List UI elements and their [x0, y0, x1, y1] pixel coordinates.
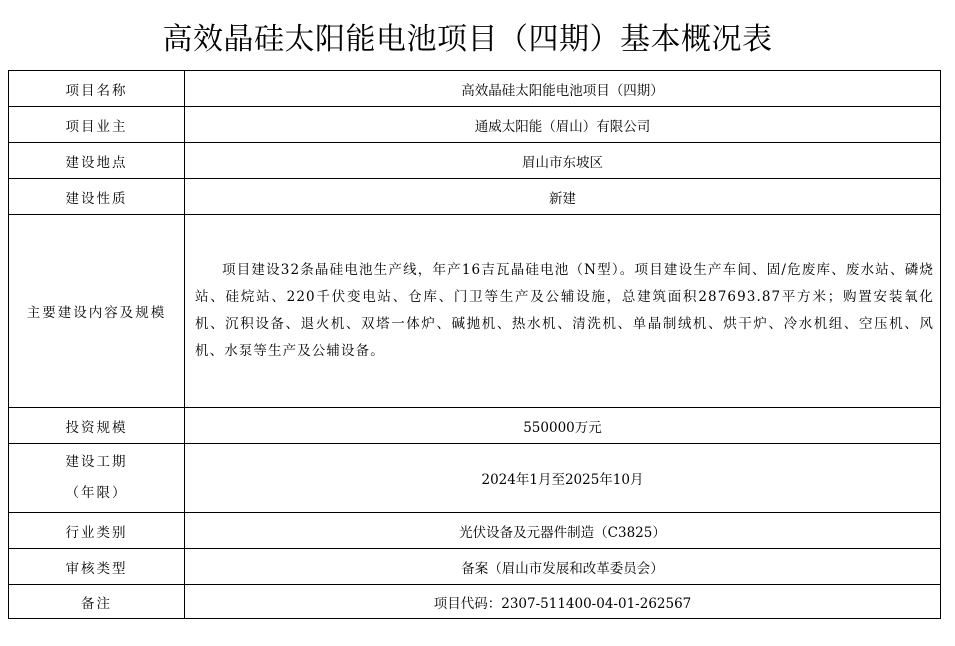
table-row-duration: [9, 444, 941, 513]
project-owner-label: 项目业主: [9, 107, 185, 143]
remark-label: 备注: [9, 585, 185, 619]
project-name-label: 项目名称: [9, 71, 185, 107]
scope-cell: [185, 215, 941, 408]
nature-value: 新建: [185, 179, 941, 215]
project-name-value: 高效晶硅太阳能电池项目（四期）: [185, 71, 941, 107]
location-label: 建设地点: [9, 143, 185, 179]
table-row-investment: [9, 408, 941, 444]
nature-label: 建设性质: [9, 179, 185, 215]
project-overview-table: [8, 70, 941, 619]
duration-label-line2: （年限）: [65, 485, 128, 501]
table-row-remark: [9, 585, 941, 619]
page-title: 高效晶硅太阳能电池项目（四期）基本概况表: [162, 22, 773, 57]
remark-value: 项目代码：2307-511400-04-01-262567: [185, 585, 941, 619]
project-owner-value: 通威太阳能（眉山）有限公司: [185, 107, 941, 143]
review-label: 审核类型: [9, 549, 185, 585]
duration-label: [9, 444, 185, 513]
industry-label: 行业类别: [9, 513, 185, 549]
review-value: 备案（眉山市发展和改革委员会）: [185, 549, 941, 585]
table-row-review: [9, 549, 941, 585]
scope-value: 项目建设32条晶硅电池生产线，年产16吉瓦晶硅电池（N型）。项目建设生产车间、固/危废库、废水站、磷烧站、硅烷站、220千伏变电站、仓库、门卫等生产及公辅设施，总建筑面积287693.87平方米；购置安装氧化机、沉积设备、退火机、双塔一体炉、碱抛机、热水机、清洗机、单晶制绒机、烘干炉、冷水机组、空压机、风机、水泵等生产及公辅设备。: [195, 262, 934, 359]
table-row-location: [9, 143, 941, 179]
industry-value: 光伏设备及元器件制造（C3825）: [185, 513, 941, 549]
scope-label: 主要建设内容及规模: [9, 215, 185, 408]
duration-label-line1: 建设工期: [65, 454, 128, 470]
table-row-industry: [9, 513, 941, 549]
table-row-project-name: [9, 71, 941, 107]
table-row-scope: [9, 215, 941, 408]
table-row-nature: [9, 179, 941, 215]
location-value: 眉山市东坡区: [185, 143, 941, 179]
table-row-project-owner: [9, 107, 941, 143]
duration-value: 2024年1月至2025年10月: [185, 444, 941, 513]
investment-value: 550000万元: [185, 408, 941, 444]
investment-label: 投资规模: [9, 408, 185, 444]
